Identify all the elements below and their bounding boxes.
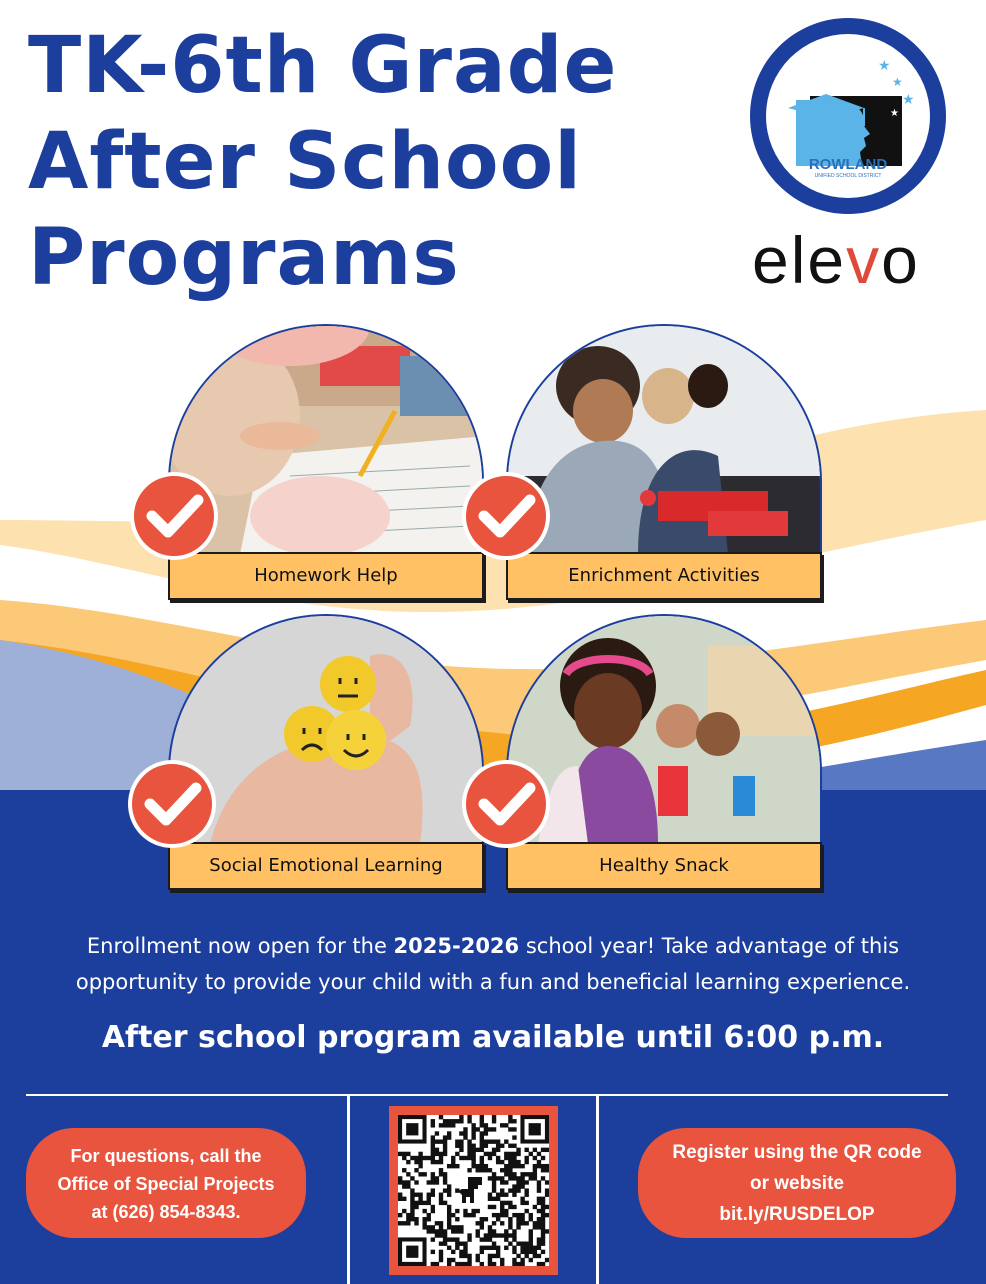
district-logo xyxy=(750,18,946,214)
enrollment-year: 2025-2026 xyxy=(393,934,520,958)
register-line-1: Register using the QR code xyxy=(672,1142,922,1163)
contact-line-2: Office of Special Projects xyxy=(57,1174,275,1194)
divider-vertical-right xyxy=(596,1096,599,1284)
feature-label-snack: Healthy Snack xyxy=(506,842,822,890)
check-icon xyxy=(460,470,552,562)
title-line-3: Programs xyxy=(28,213,460,303)
feature-label-sel: Social Emotional Learning xyxy=(168,842,484,890)
title-line-1: TK-6th Grade xyxy=(28,21,618,111)
enrollment-line-2: opportunity to provide your child with a fun and beneficial learning experience. xyxy=(75,970,911,994)
district-logo-inner xyxy=(766,34,930,198)
check-icon xyxy=(128,470,220,562)
district-subtitle: UNIFIED SCHOOL DISTRICT xyxy=(814,173,882,179)
partner-logo-part-1: ele xyxy=(752,223,847,297)
partner-logo-part-3: o xyxy=(881,223,920,297)
check-icon xyxy=(460,758,552,850)
feature-label-homework: Homework Help xyxy=(168,552,484,600)
enrollment-prefix: Enrollment now open for the xyxy=(86,934,387,958)
register-info-badge xyxy=(638,1128,956,1238)
check-icon xyxy=(126,758,218,850)
qr-code-image xyxy=(398,1115,549,1266)
enrollment-suffix: school year! Take advantage of this xyxy=(525,934,900,958)
register-line-2: or website xyxy=(750,1173,844,1194)
divider-vertical-left xyxy=(347,1096,350,1284)
partner-logo-part-2: v xyxy=(846,223,882,297)
qr-code-pattern xyxy=(398,1115,549,1266)
availability-text: After school program available until 6:00 p.m. xyxy=(101,1020,885,1055)
divider-horizontal xyxy=(26,1094,948,1096)
svg-text:★: ★ xyxy=(902,92,915,108)
svg-text:★: ★ xyxy=(892,75,903,89)
title-line-2: After School xyxy=(28,117,582,207)
register-link[interactable]: bit.ly/RUSDELOP xyxy=(719,1204,875,1225)
contact-info-badge xyxy=(26,1128,306,1238)
registration-qr-code[interactable] xyxy=(389,1106,558,1275)
partner-logo xyxy=(752,222,920,298)
feature-label-enrichment: Enrichment Activities xyxy=(506,552,822,600)
enrollment-text xyxy=(40,928,946,1000)
contact-line-3: at (626) 854-8343. xyxy=(91,1202,241,1222)
district-name: ROWLAND xyxy=(808,156,888,173)
svg-text:★: ★ xyxy=(878,58,891,74)
svg-text:★: ★ xyxy=(890,108,899,119)
contact-line-1: For questions, call the xyxy=(70,1146,262,1166)
page-title xyxy=(28,18,728,306)
